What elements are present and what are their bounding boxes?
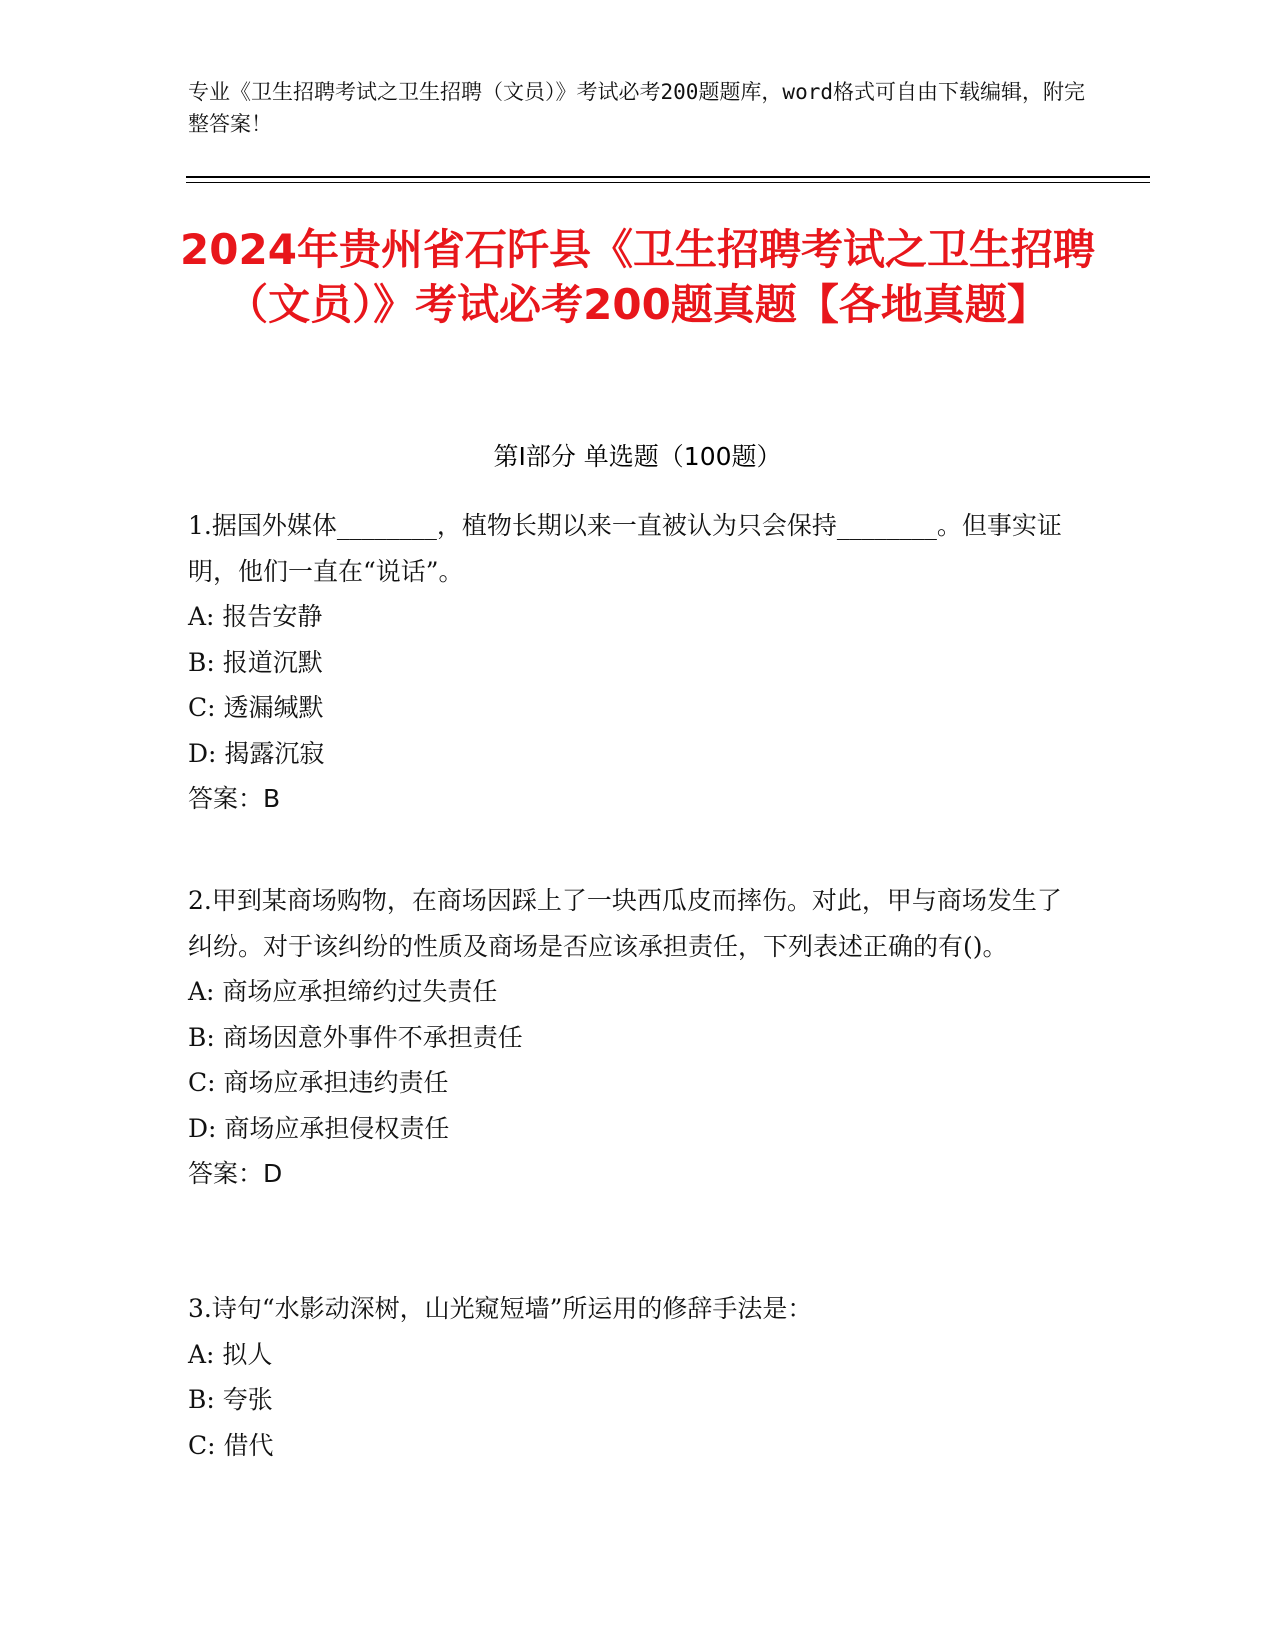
document-title: 2024年贵州省石阡县《卫生招聘考试之卫生招聘（文员）》考试必考200题真题【各地真题】 [180,225,1095,329]
question-1 [188,503,1068,822]
option-a: A: 报告安静 [188,602,323,631]
option-d: D: 揭露沉寂 [188,738,325,768]
header-note: 专业《卫生招聘考试之卫生招聘（文员）》考试必考200题题库，word格式可自由下载编辑，附完整答案！ [188,80,1085,136]
option-b: B: 夸张 [188,1385,273,1414]
question-stem: 1.据国外媒体________，植物长期以来一直被认为只会保持________。但事实证明，他们一直在“说话”。 [188,511,1062,586]
option-b: B: 商场因意外事件不承担责任 [188,1022,523,1052]
option-a: A: 商场应承担缔约过失责任 [188,977,498,1006]
header-divider-thin [186,182,1150,183]
answer-label: 答案：B [188,784,281,813]
question-2 [188,878,1068,1197]
answer-label: 答案：D [188,1159,283,1188]
option-a: A: 拟人 [188,1339,273,1369]
option-d: D: 商场应承担侵权责任 [188,1113,450,1143]
option-c: C: 商场应承担违约责任 [188,1068,449,1097]
option-c: C: 透漏缄默 [188,693,324,722]
option-c: C: 借代 [188,1430,274,1460]
option-b: B: 报道沉默 [188,647,323,677]
section-heading: 第Ⅰ部分 单选题（100题） [493,442,782,471]
question-stem: 2.甲到某商场购物，在商场因踩上了一块西瓜皮而摔伤。对此，甲与商场发生了纠纷。对于该纠纷的性质及商场是否应该承担责任，下列表述正确的有()。 [188,886,1062,961]
question-3 [188,1286,1068,1468]
header-divider-thick [186,176,1150,178]
question-stem: 3.诗句“水影动深树，山光窥短墙”所运用的修辞手法是： [188,1294,813,1323]
